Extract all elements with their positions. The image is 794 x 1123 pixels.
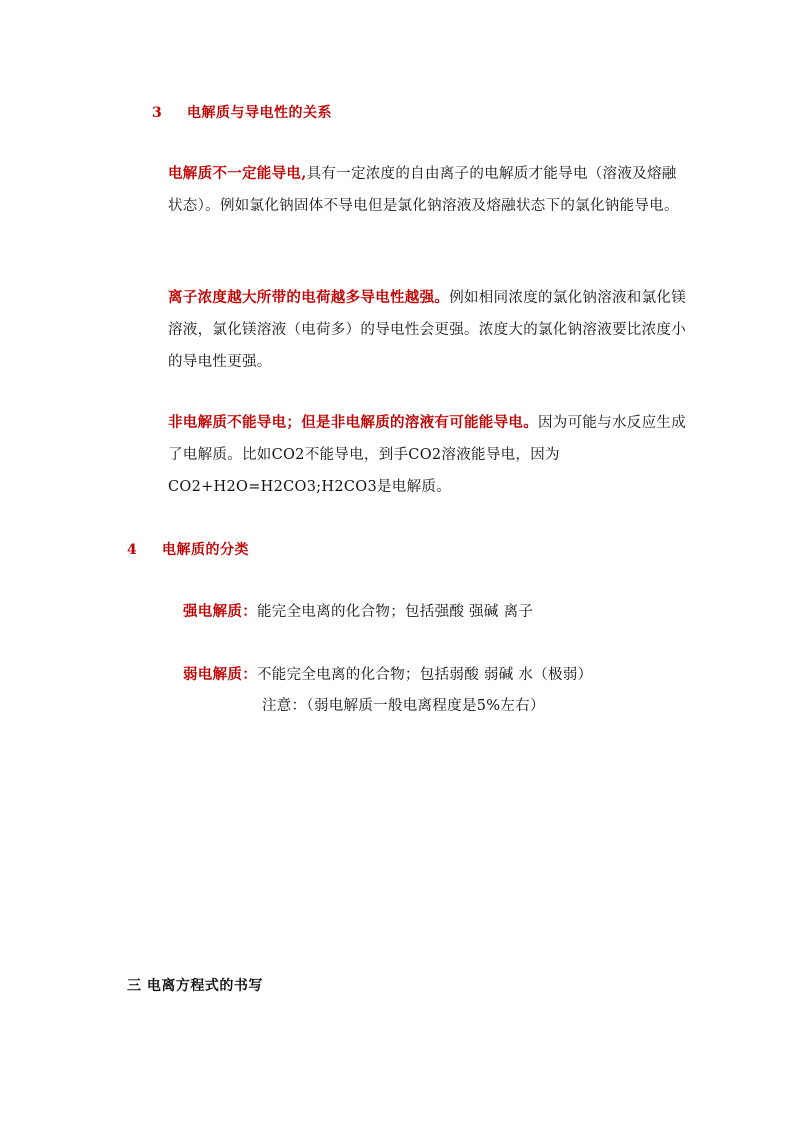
paragraph-conductivity-2 bbox=[168, 282, 688, 378]
paragraph-3-emphasis: 非电解质不能导电；但是非电解质的溶液有可能能导电。 bbox=[168, 414, 538, 431]
section-3-number: 3 bbox=[152, 105, 163, 121]
weak-electrolyte-note: 注意：（弱电解质一般电离程度是5%左右） bbox=[262, 698, 545, 714]
section-4-title: 电解质的分类 bbox=[162, 542, 249, 558]
strong-electrolyte-text: 能完全电离的化合物；包括强酸 强碱 离子 bbox=[257, 604, 534, 620]
paragraph-3-text: 因为可能与水反应生成了电解质。比如CO2不能导电，到手CO2溶液能导电，因为CO2+H2O=H2CO3;H2CO3是电解质。 bbox=[168, 415, 686, 495]
strong-electrolyte-label: 强电解质： bbox=[183, 603, 257, 620]
paragraph-2-text: 例如相同浓度的氯化钠溶液和氯化镁溶液，氯化镁溶液（电荷多）的导电性会更强。浓度大的氯化钠溶液要比浓度小的导电性更强。 bbox=[168, 290, 687, 370]
section-4-heading bbox=[127, 539, 249, 559]
section-3-title: 电解质与导电性的关系 bbox=[187, 105, 332, 121]
paragraph-2-emphasis: 离子浓度越大所带的电荷越多导电性越强。 bbox=[168, 289, 450, 306]
weak-electrolyte-label: 弱电解质： bbox=[183, 666, 257, 683]
paragraph-1-text: 具有一定浓度的自由离子的电解质才能导电（溶液及熔融状态）。例如氯化钠固体不导电但是氯化钠溶液及熔融状态下的氯化钠能导电。 bbox=[168, 166, 679, 214]
paragraph-conductivity-3 bbox=[168, 407, 688, 503]
paragraph-1-emphasis: 电解质不一定能导电, bbox=[168, 165, 307, 182]
strong-electrolyte-row bbox=[183, 600, 533, 621]
section-4-number: 4 bbox=[127, 542, 138, 558]
weak-electrolyte-text: 不能完全电离的化合物；包括弱酸 弱碱 水（极弱） bbox=[257, 667, 593, 683]
section-3-heading bbox=[152, 102, 332, 122]
weak-electrolyte-row bbox=[183, 663, 592, 684]
paragraph-conductivity-1 bbox=[168, 158, 688, 222]
section-ionization-equation-heading: 三 电离方程式的书写 bbox=[127, 978, 263, 994]
